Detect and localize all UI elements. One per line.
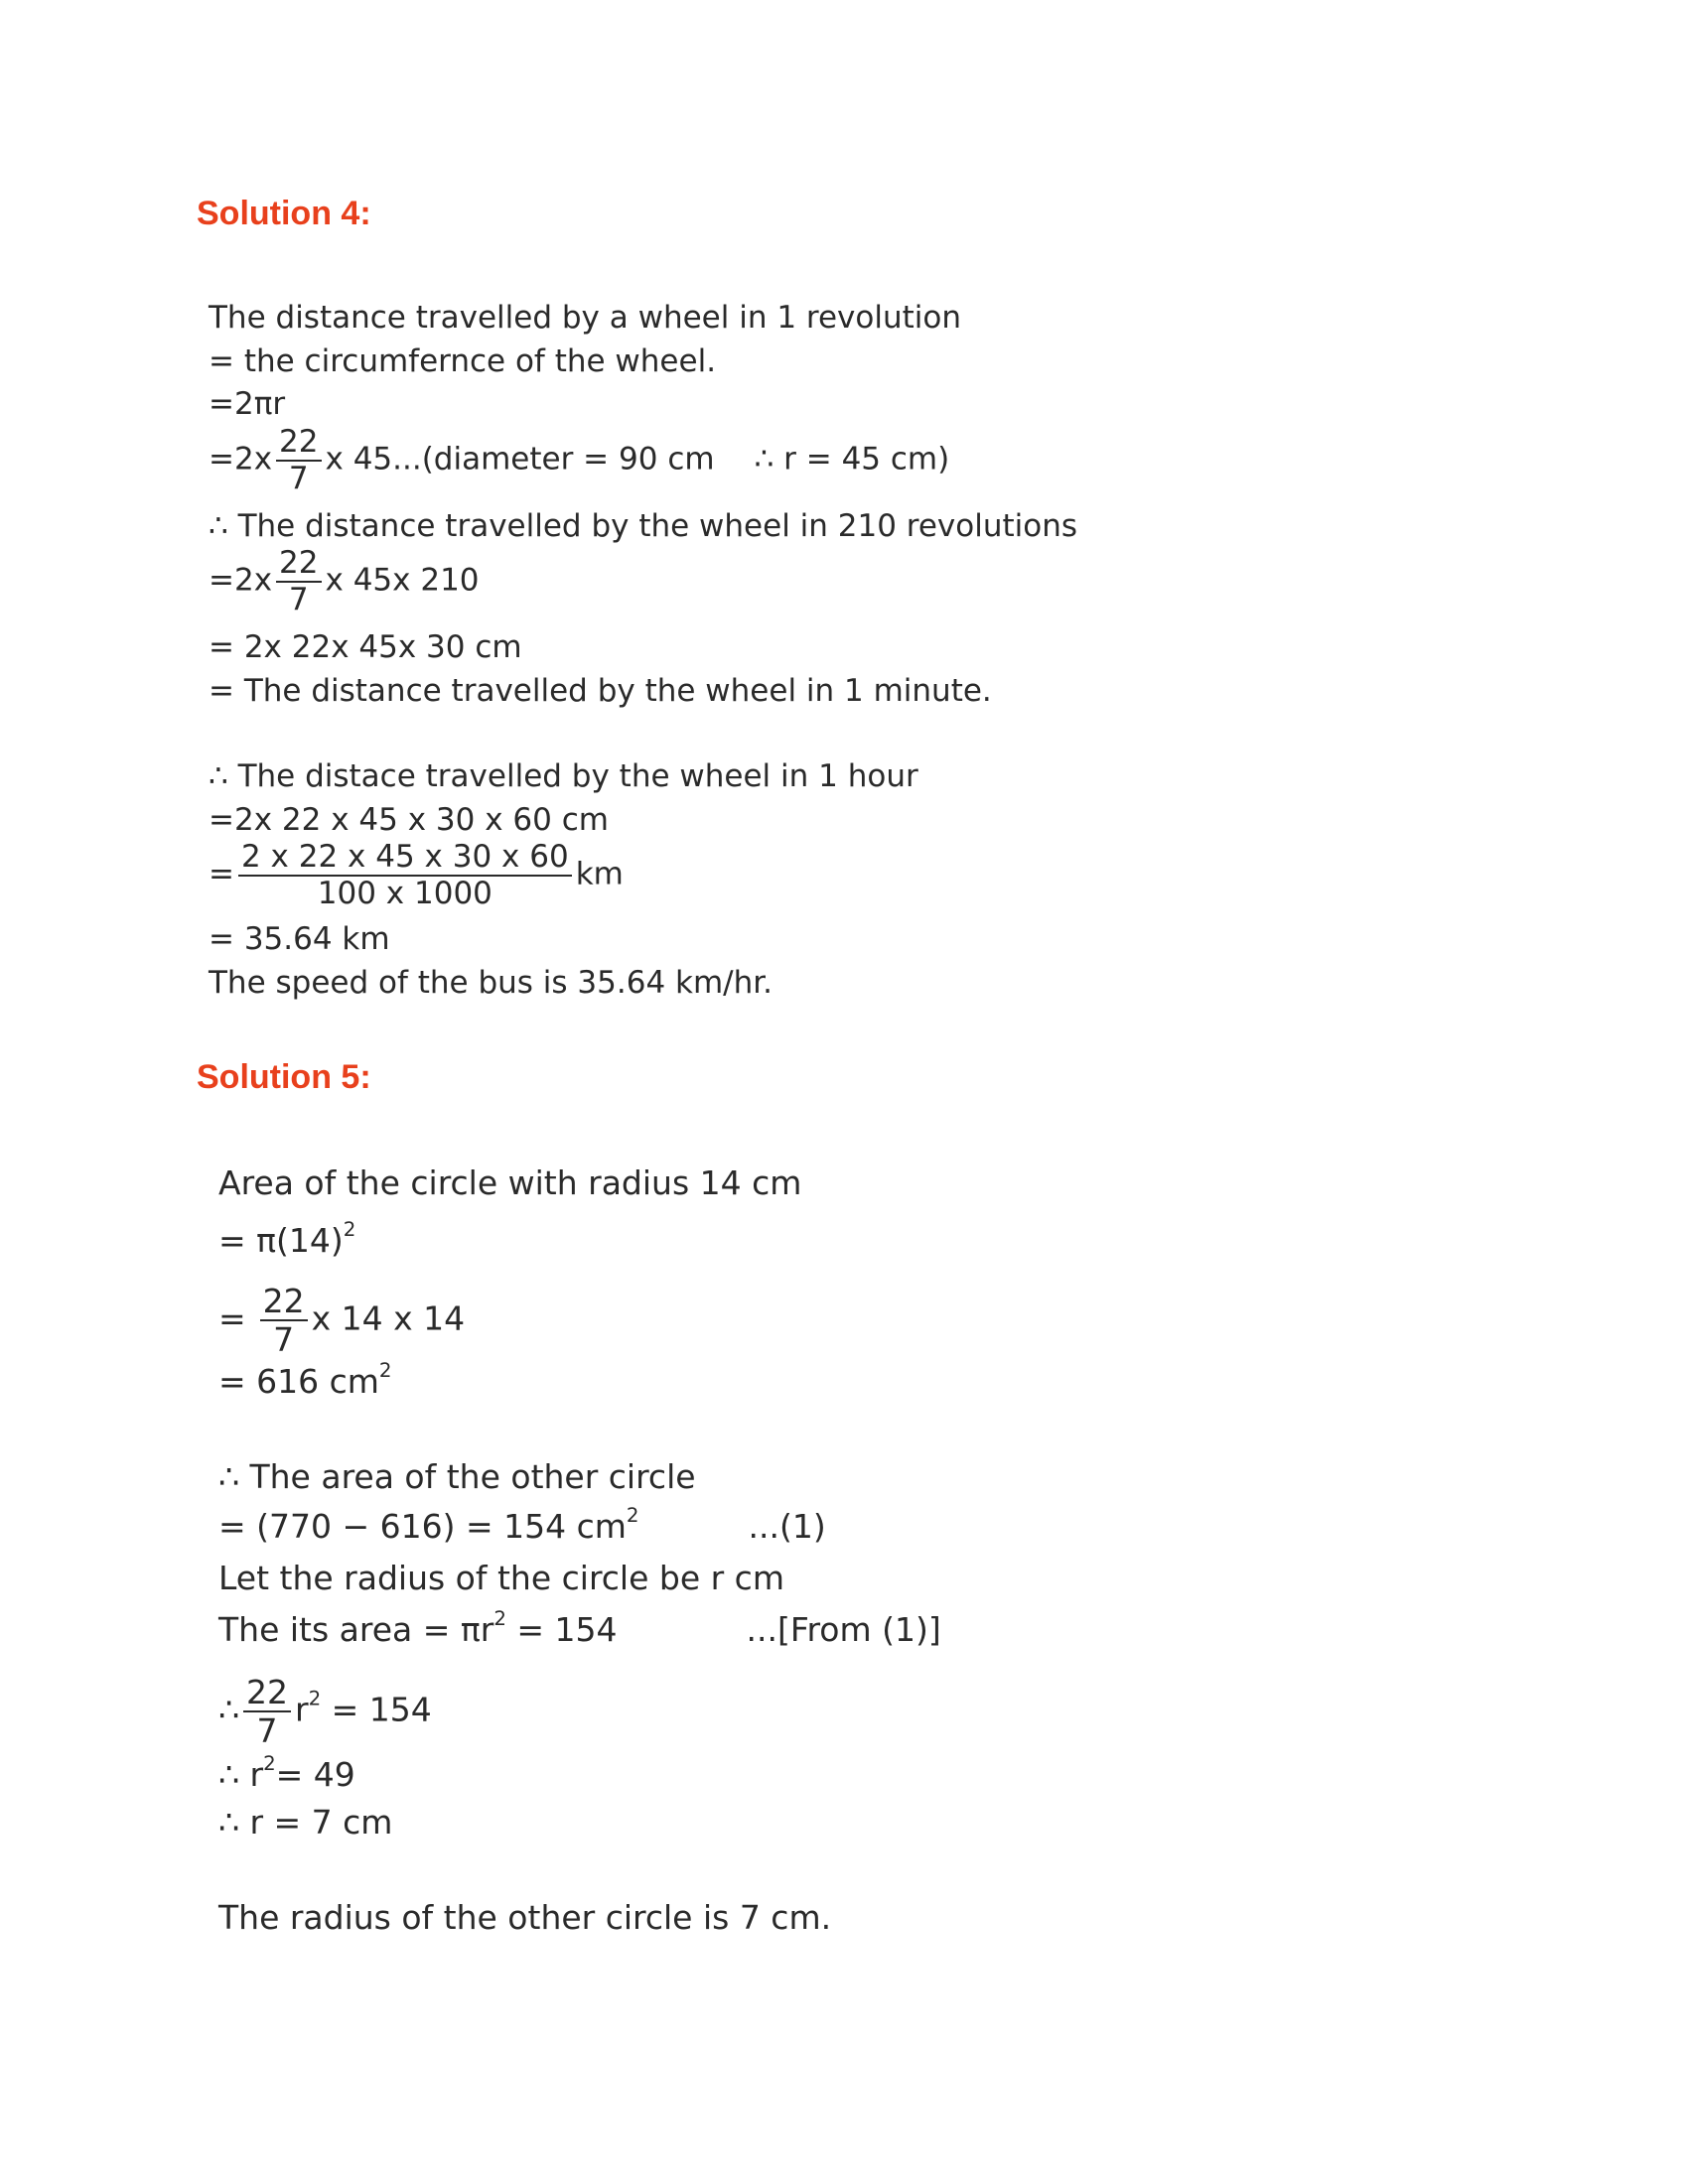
denominator: 7: [256, 1711, 278, 1750]
s5-l10-text: ∴ r: [218, 1755, 264, 1794]
numerator: 22: [276, 548, 321, 583]
s4-l4-pre: =2x: [209, 441, 273, 478]
s5-l2-text: = π(14): [218, 1221, 344, 1260]
denominator: 7: [273, 1320, 295, 1359]
numerator: 22: [260, 1285, 308, 1321]
s4-line-1: The distance travelled by a wheel in 1 revolution: [209, 300, 961, 336]
s5-l6-exponent: 2: [626, 1504, 639, 1528]
s5-l10-exponent: 2: [263, 1752, 276, 1776]
s4-l6-pre: =2x: [209, 562, 273, 599]
s5-l3-post: x 14 x 14: [311, 1298, 466, 1338]
s5-line-7: Let the radius of the circle be r cm: [218, 1559, 784, 1597]
s5-l9-exponent: 2: [308, 1687, 322, 1710]
s4-line-11: [209, 839, 624, 911]
s4-line-12: = 35.64 km: [209, 921, 390, 957]
s5-l3-fraction: [260, 1282, 308, 1359]
s5-l9-pre: ∴: [218, 1690, 239, 1729]
s5-line-8: [218, 1607, 941, 1650]
s4-line-10: =2x 22 x 45 x 30 x 60 cm: [209, 802, 609, 838]
s4-line-7: = 2x 22x 45x 30 cm: [209, 629, 522, 665]
s4-l4-fraction: [276, 424, 321, 496]
s5-line-11: ∴ r = 7 cm: [218, 1803, 393, 1842]
s5-line-9: [218, 1673, 432, 1750]
s5-line-2: [218, 1218, 356, 1261]
s4-line-3: =2πr: [209, 386, 286, 422]
s5-l8-text: The its area = πr: [218, 1610, 494, 1649]
s4-l11-post: km: [575, 856, 624, 892]
s5-line-1: Area of the circle with radius 14 cm: [218, 1163, 802, 1202]
s4-l4-post: x 45...(diameter = 90 cm: [325, 441, 715, 478]
s5-l9-end: = 154: [321, 1690, 432, 1729]
s5-l8-mid: = 154: [505, 1610, 618, 1649]
s4-l11-fraction: [238, 839, 572, 911]
s5-l2-exponent: 2: [343, 1218, 356, 1242]
denominator: 100 x 1000: [317, 876, 492, 911]
s5-l8-exponent: 2: [493, 1607, 506, 1631]
s5-l4-text: = 616 cm: [218, 1362, 379, 1401]
s5-line-10: [218, 1752, 355, 1795]
denominator: 7: [288, 582, 309, 617]
s5-line-4: [218, 1359, 392, 1402]
s5-l4-exponent: 2: [378, 1359, 392, 1383]
s4-line-2: = the circumfernce of the wheel.: [209, 343, 717, 379]
numerator: 2 x 22 x 45 x 30 x 60: [238, 842, 572, 877]
s5-line-12: The radius of the other circle is 7 cm.: [218, 1898, 832, 1937]
s4-l4-tail: ∴ r = 45 cm): [754, 441, 950, 478]
s5-line-3: [218, 1282, 466, 1359]
s5-line-5: ∴ The area of the other circle: [218, 1457, 696, 1496]
s4-l6-post: x 45x 210: [325, 562, 480, 599]
solution-5-heading: Solution 5:: [197, 1058, 371, 1096]
s5-line-6: [218, 1504, 826, 1547]
s5-l3-pre: =: [218, 1298, 246, 1338]
solution-4-heading: Solution 4:: [197, 195, 371, 232]
denominator: 7: [288, 461, 309, 496]
s5-l10-end: = 49: [275, 1755, 355, 1794]
s4-line-9: ∴ The distace travelled by the wheel in 1 hour: [209, 758, 918, 794]
s4-line-8: = The distance travelled by the wheel in 1 minute.: [209, 673, 992, 709]
s4-line-6: [209, 545, 480, 617]
numerator: 22: [276, 427, 321, 462]
s4-l6-fraction: [276, 545, 321, 617]
s5-l9-post: r: [295, 1690, 309, 1729]
s4-line-13: The speed of the bus is 35.64 km/hr.: [209, 965, 774, 1001]
s5-l8-tail: ...[From (1)]: [746, 1610, 941, 1649]
s4-line-5: ∴ The distance travelled by the wheel in 210 revolutions: [209, 508, 1078, 544]
s5-l6-tail: ...(1): [748, 1507, 826, 1546]
s4-l11-pre: =: [209, 856, 234, 892]
s5-l9-fraction: [243, 1673, 291, 1750]
s4-line-4: [209, 424, 950, 496]
s5-l6-text: = (770 − 616) = 154 cm: [218, 1507, 627, 1546]
numerator: 22: [243, 1676, 291, 1712]
